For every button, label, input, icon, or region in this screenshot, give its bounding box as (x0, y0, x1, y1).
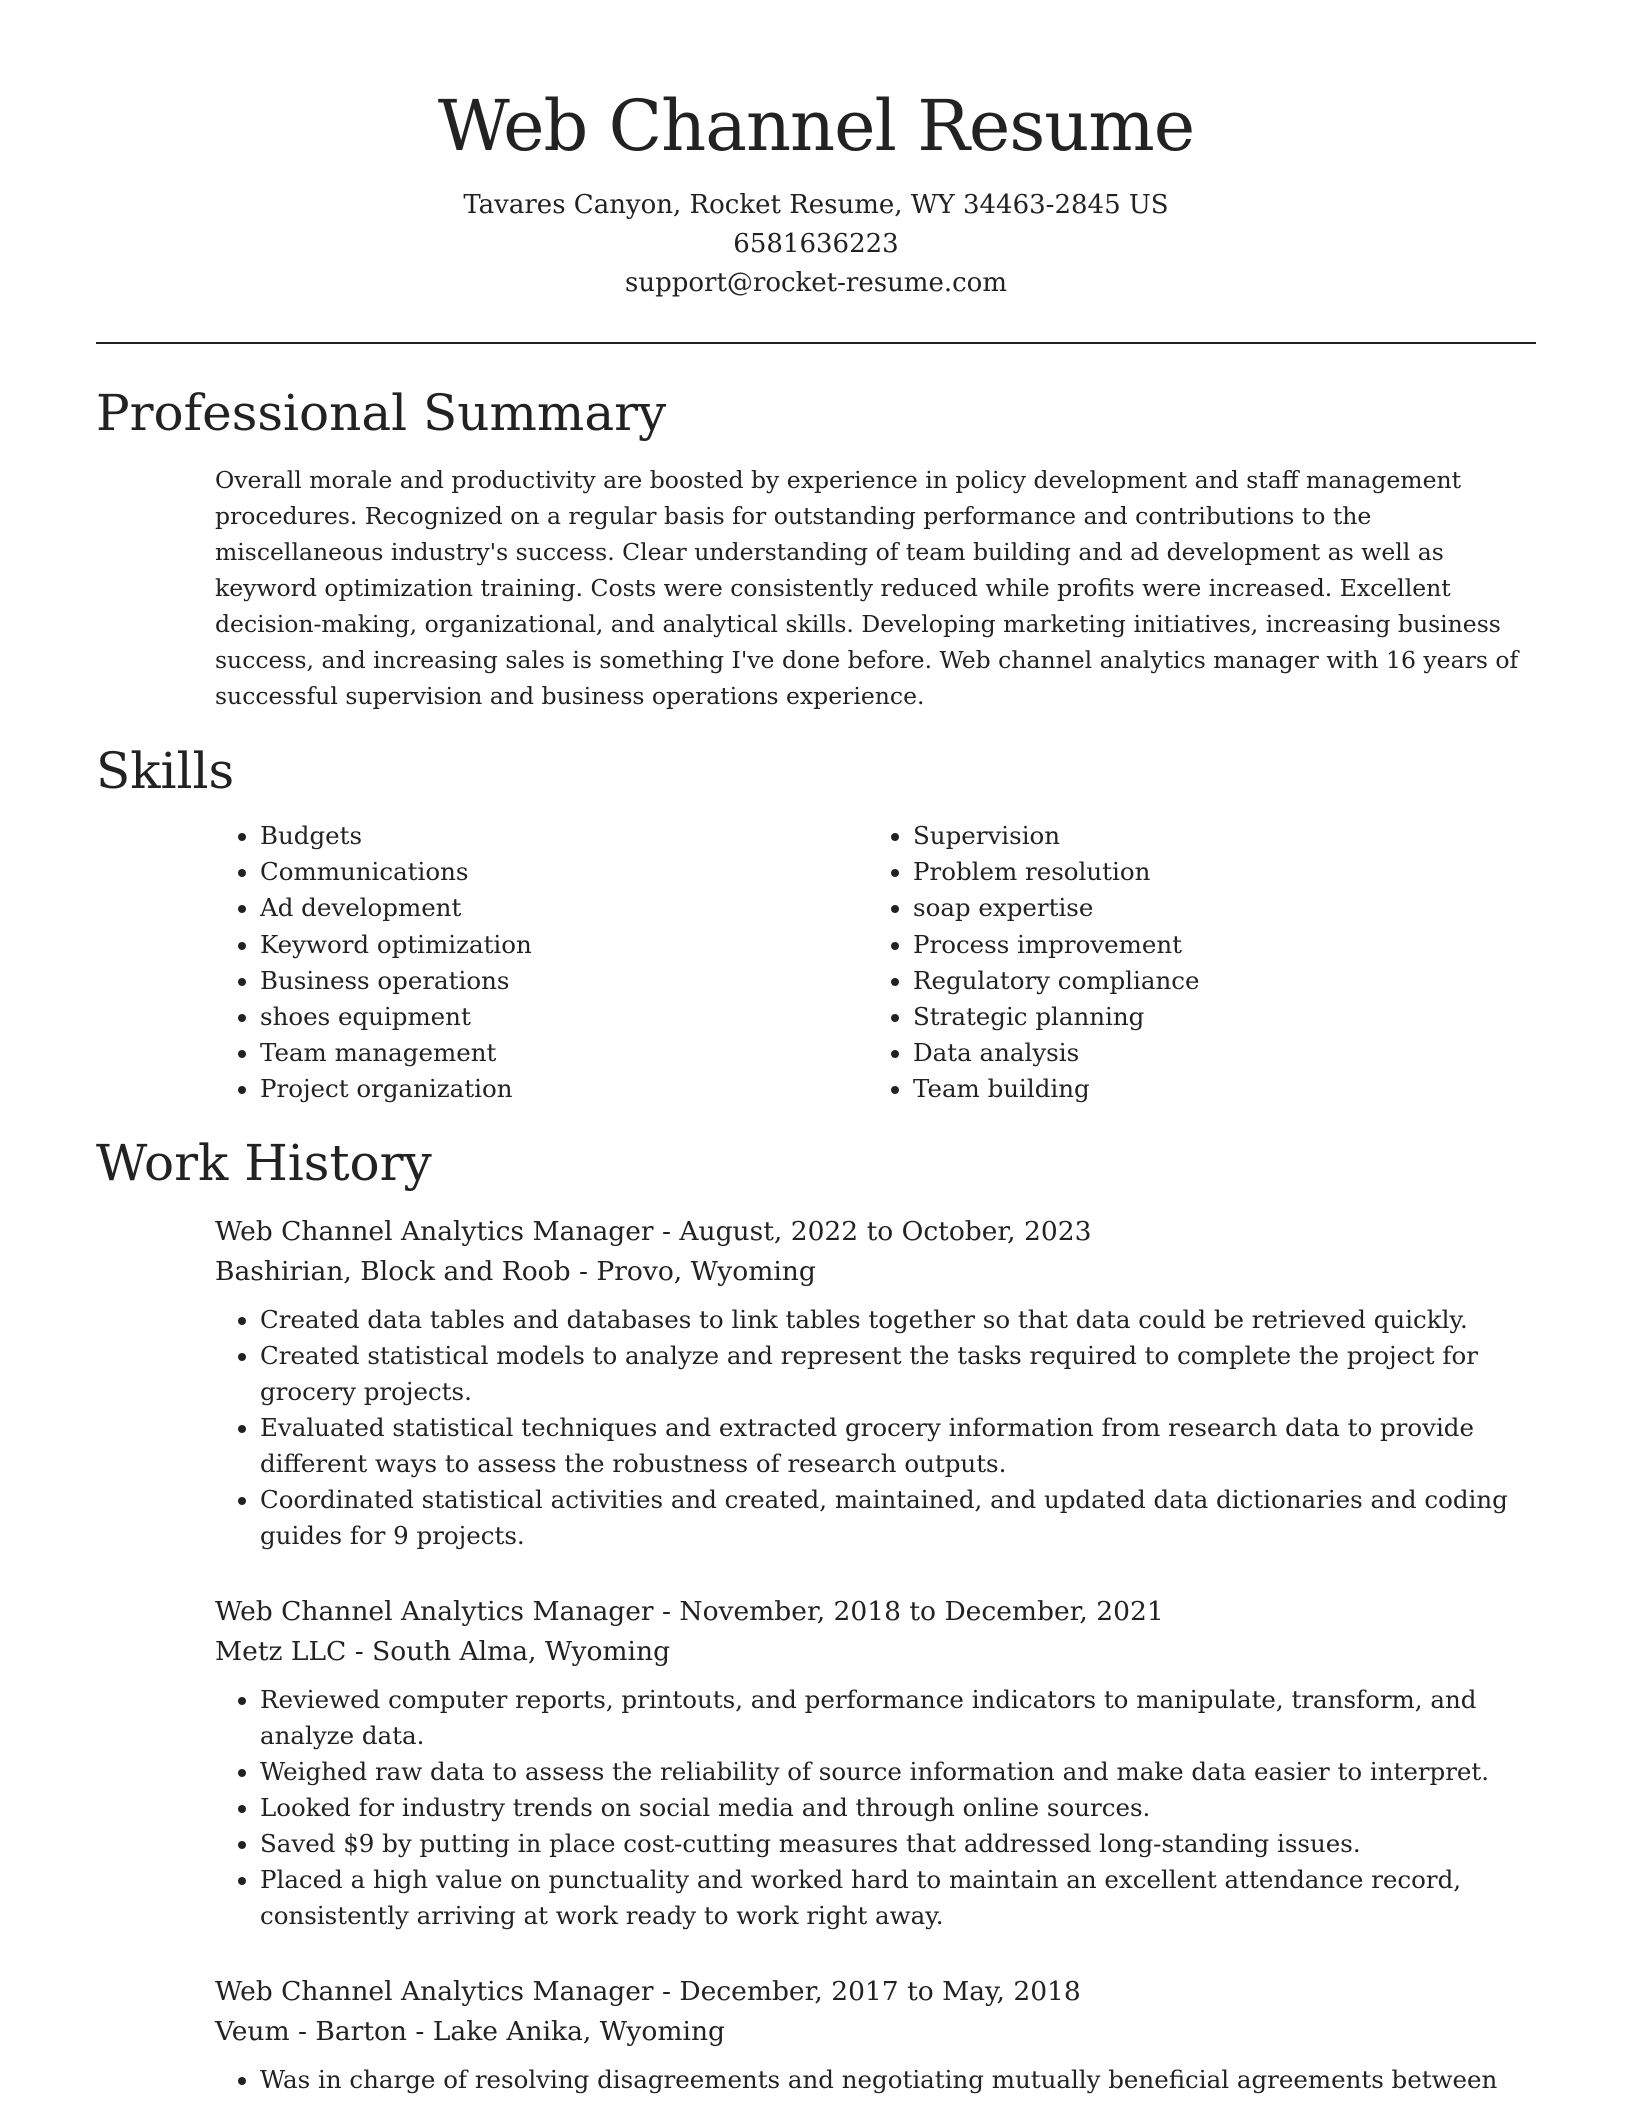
job-role: Web Channel Analytics Manager (215, 1596, 654, 1627)
job-location: Lake Anika, Wyoming (432, 2016, 725, 2047)
skills-heading: Skills (96, 742, 235, 800)
contact-block (0, 186, 1632, 303)
job-bullets (215, 1682, 1521, 1934)
job-company: Bashirian, Block and Roob (215, 1256, 571, 1287)
skill-item: • Process improvement (913, 927, 1521, 963)
skill-item: • Regulatory compliance (913, 963, 1521, 999)
job-location: South Alma, Wyoming (372, 1636, 671, 1667)
skill-item: • Data analysis (913, 1035, 1521, 1071)
summary-heading: Professional Summary (96, 384, 667, 442)
skill-item: • Keyword optimization (260, 927, 868, 963)
phone-text: 6581636223 (733, 229, 899, 259)
job-entry (215, 1972, 1521, 2098)
skill-item: • Communications (260, 854, 868, 890)
skills-list (215, 818, 1521, 1108)
skill-item: • Strategic planning (913, 999, 1521, 1035)
job-bullet: • Was in charge of resolving disagreements and negotiating mutually beneficial agreements between (260, 2062, 1521, 2098)
job-bullet: • Created statistical models to analyze and represent the tasks required to complete the project for grocery projects. (260, 1338, 1521, 1410)
skills-column-left (215, 818, 868, 1108)
job-entry (215, 1212, 1521, 1554)
skill-item: • Team management (260, 1035, 868, 1071)
job-title-line: Web Channel Analytics Manager - December, 2017 to May, 2018 (215, 1976, 1081, 2007)
job-bullet: • Coordinated statistical activities and created, maintained, and updated data dictionaries and coding guides for 9 projects. (260, 1482, 1521, 1554)
job-bullet: • Saved $9 by putting in place cost-cutting measures that addressed long-standing issues. (260, 1826, 1521, 1862)
summary-text: Overall morale and productivity are boosted by experience in policy development and staff management procedures. Recognized on a regular basis for outstanding performance and contributions to the miscellaneous industry's success. Clear understanding of team building and ad development as well as keyword optimization training. Costs were consistently reduced while profits were increased. Excellent decision-making, organizational, and analytical skills. Developing marketing initiatives, increasing business success, and increasing sales is something I've done before. Web channel analytics manager with 16 years of successful supervision and business operations experience. (215, 466, 1519, 710)
job-role: Web Channel Analytics Manager (215, 1216, 654, 1247)
job-bullet: • Reviewed computer reports, printouts, and performance indicators to manipulate, transform, and analyze data. (260, 1682, 1521, 1754)
job-dates: December, 2017 to May, 2018 (679, 1976, 1081, 2007)
header-divider (96, 342, 1536, 344)
job-bullet: • Placed a high value on punctuality and worked hard to maintain an excellent attendance record, consistently arriving at work ready to work right away. (260, 1862, 1521, 1934)
skill-item: • soap expertise (913, 890, 1521, 926)
work-history-heading: Work History (96, 1134, 432, 1192)
job-company-line: Bashirian, Block and Roob - Provo, Wyoming (215, 1256, 816, 1287)
skill-item: • Problem resolution (913, 854, 1521, 890)
job-bullet: • Looked for industry trends on social media and through online sources. (260, 1790, 1521, 1826)
skills-column-right (868, 818, 1521, 1108)
skill-item: • Team building (913, 1071, 1521, 1107)
skill-item: • shoes equipment (260, 999, 868, 1035)
job-location: Provo, Wyoming (596, 1256, 816, 1287)
job-company: Veum - Barton (215, 2016, 407, 2047)
skill-item: • Supervision (913, 818, 1521, 854)
job-role: Web Channel Analytics Manager (215, 1976, 654, 2007)
skill-item: • Ad development (260, 890, 868, 926)
job-bullets (215, 1302, 1521, 1554)
job-company-line: Veum - Barton - Lake Anika, Wyoming (215, 2016, 725, 2047)
job-company-line: Metz LLC - South Alma, Wyoming (215, 1636, 671, 1667)
skill-item: • Budgets (260, 818, 868, 854)
email-text: support@rocket-resume.com (624, 268, 1007, 298)
skill-item: • Project organization (260, 1071, 868, 1107)
job-entry (215, 1592, 1521, 1934)
job-title-line: Web Channel Analytics Manager - November, 2018 to December, 2021 (215, 1596, 1164, 1627)
job-dates: November, 2018 to December, 2021 (679, 1596, 1164, 1627)
job-company: Metz LLC (215, 1636, 347, 1667)
job-bullet: • Created data tables and databases to link tables together so that data could be retrieved quickly. (260, 1302, 1521, 1338)
resume-header (0, 0, 1632, 303)
job-bullet: • Evaluated statistical techniques and extracted grocery information from research data to provide different ways to assess the robustness of research outputs. (260, 1410, 1521, 1482)
job-bullet: • Weighed raw data to assess the reliability of source information and make data easier to interpret. (260, 1754, 1521, 1790)
resume-title: Web Channel Resume (437, 85, 1195, 167)
job-title-line: Web Channel Analytics Manager - August, 2022 to October, 2023 (215, 1216, 1092, 1247)
skill-item: • Business operations (260, 963, 868, 999)
job-dates: August, 2022 to October, 2023 (679, 1216, 1092, 1247)
address-text: Tavares Canyon, Rocket Resume, WY 34463-2845 US (463, 190, 1169, 220)
job-bullets (215, 2062, 1521, 2098)
